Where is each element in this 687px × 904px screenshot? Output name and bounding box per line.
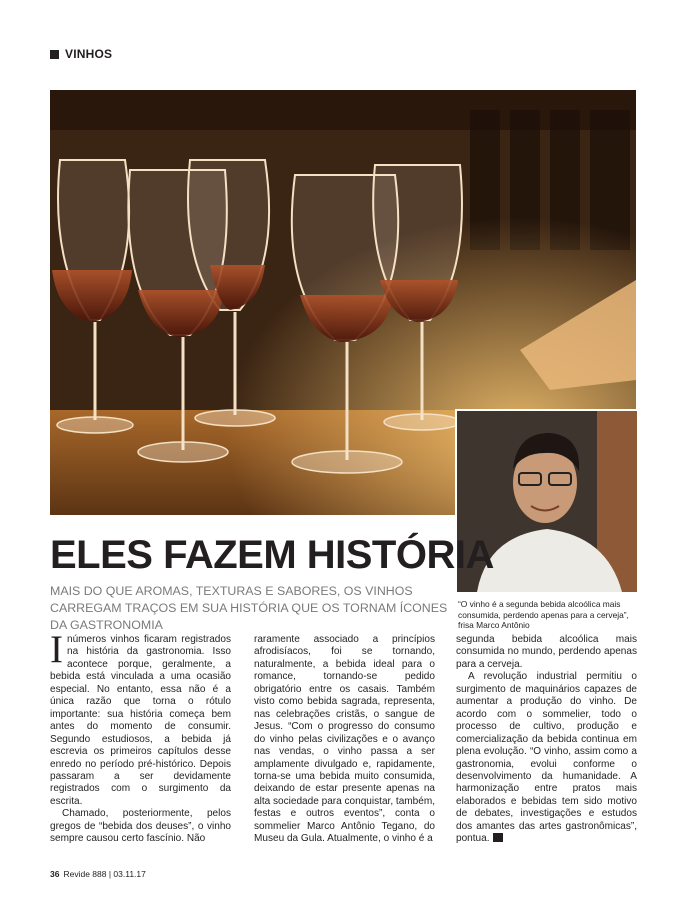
issue-info: Revide 888 | 03.11.17 xyxy=(63,869,146,879)
end-of-article-icon xyxy=(493,833,503,842)
body-paragraph-3: A revolução industrial permitiu o surgimento de maquinários capazes de aumentar a produção do vinho. De acordo com o sommelier, todo o processo de cultivo, produção e comercialização da bebida continua em plena evolução. “O vinho, assim como a gastronomia, evolui conforme o desenvolvimento da humanidade. A harmonização entre pratos mais elaborados e bebidas tem sido motivo de debates, investigações e estudos dos amantes das artes gastronômicas”, pontua. xyxy=(456,671,637,845)
body-column-1 xyxy=(50,628,231,846)
drop-cap: I xyxy=(50,628,63,671)
section-header xyxy=(50,47,112,61)
body-paragraph-1-text: números vinhos ficaram registrados na história da gastronomia. Isso acontece porque, geralmente, a bebida está vinculada a uma ocasião especial. No entanto, essa não é a única razão que torna o rótulo importante: sua história começa bem antes do momento de consumir. Segundo estudiosos, a bebida já escrevia os primeiros capítulos desse enredo no período pré-histórico. Depois passaram a ser devidamente registrados com o surgimento da escrita. xyxy=(50,634,231,807)
body-paragraph-2-end: segunda bebida alcoólica mais consumida no mundo, perdendo apenas para a cerveja. xyxy=(456,634,637,670)
section-square-icon xyxy=(50,50,59,59)
article-deck: MAIS DO QUE AROMAS, TEXTURAS E SABORES, OS VINHOS CARREGAM TRAÇOS EM SUA HISTÓRIA QUE OS TORNAM ÍCONES DA GASTRONOMIA xyxy=(50,584,448,632)
page-number: 36 xyxy=(50,869,60,879)
body-column-2 xyxy=(254,634,435,846)
body-column-3 xyxy=(456,634,637,846)
article-headline: ELES FAZEM HISTÓRIA xyxy=(50,533,494,577)
body-paragraph-2: Chamado, posteriormente, pelos gregos de “bebida dos deuses”, o vinho sempre causou certo fascínio. Não xyxy=(50,808,231,845)
body-paragraph-1 xyxy=(50,628,231,808)
body-paragraph-2-continued: raramente associado a princípios afrodisíacos, foi se tornando, naturalmente, a bebida ideal para o romance, tornando-se pedido obrigatório entre os casais. Também visto como bebida sagrada, representa, nas celebrações cristãs, o sangue de Jesus. “Com o progresso do consumo do vinho pelas civilizações e o avanço nas vendas, o vinho passa a ser amplamente divulgado e, rapidamente, torna-se uma bebida muito consumida, deixando de estar presente apenas na alta sociedade para conquistar, também, festas e outros eventos”, conta o sommelier Marco Antônio Tegano, do Museu da Gula. Atualmente, o vinho é a xyxy=(254,634,435,845)
section-label: VINHOS xyxy=(65,47,113,61)
photo-caption: “O vinho é a segunda bebida alcoólica mais consumida, perdendo apenas para a cerveja”, frisa Marco Antônio xyxy=(458,599,629,630)
page-folio xyxy=(50,869,146,879)
